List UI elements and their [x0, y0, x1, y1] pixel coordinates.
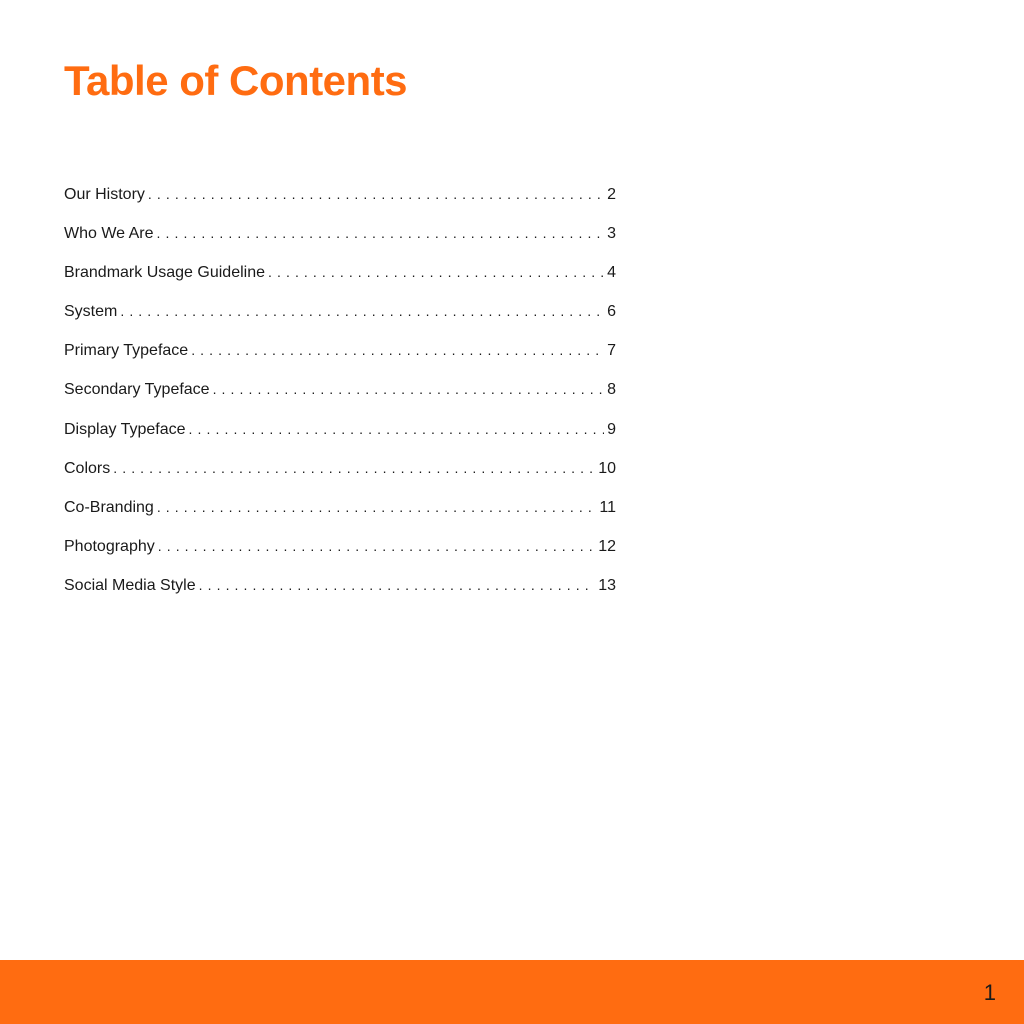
toc-entry-primary-typeface[interactable]: [64, 342, 616, 381]
toc-entry-who-we-are[interactable]: [64, 225, 616, 264]
dot-leader: [120, 303, 604, 319]
toc-entry-label: Who We Are: [64, 225, 154, 243]
toc-entry-page: 3: [607, 225, 616, 243]
toc-entry-label: Co-Branding: [64, 498, 154, 516]
toc-entry-brandmark-usage-guideline[interactable]: [64, 264, 616, 303]
dot-leader: [191, 342, 604, 358]
dot-leader: [157, 499, 597, 515]
dot-leader: [189, 421, 605, 437]
toc-entry-page: 11: [599, 498, 616, 516]
dot-leader: [213, 381, 605, 397]
toc-entry-colors[interactable]: [64, 460, 616, 499]
toc-entry-label: Photography: [64, 537, 155, 555]
dot-leader: [148, 186, 604, 202]
dot-leader: [157, 225, 605, 241]
page-title: Table of Contents: [64, 57, 408, 104]
page-number: 1: [983, 980, 996, 1005]
dot-leader: [158, 538, 595, 554]
toc-entry-label: Display Typeface: [64, 420, 186, 438]
toc-entry-page: 6: [607, 303, 616, 321]
toc-entry-co-branding[interactable]: [64, 499, 616, 538]
toc-entry-secondary-typeface[interactable]: [64, 381, 616, 420]
toc-entry-label: Brandmark Usage Guideline: [64, 264, 265, 282]
toc-entry-our-history[interactable]: [64, 186, 616, 225]
dot-leader: [113, 460, 595, 476]
toc-entry-page: 9: [607, 420, 616, 438]
toc-entry-display-typeface[interactable]: [64, 421, 616, 460]
toc-entry-label: Social Media Style: [64, 576, 196, 594]
toc-entry-photography[interactable]: [64, 538, 616, 577]
toc-entry-page: 12: [598, 537, 616, 555]
dot-leader: [268, 264, 604, 280]
footer-bar: [0, 960, 1024, 1024]
toc-entry-page: 8: [607, 381, 616, 399]
toc-entry-label: System: [64, 303, 118, 321]
toc-entry-page: 2: [607, 186, 616, 203]
dot-leader: [199, 577, 596, 593]
toc-entry-page: 4: [607, 264, 616, 282]
toc-entry-label: Colors: [64, 459, 111, 477]
toc-entry-label: Primary Typeface: [64, 342, 189, 360]
table-of-contents: [64, 186, 616, 616]
toc-entry-social-media-style[interactable]: [64, 577, 616, 616]
toc-entry-page: 10: [598, 459, 616, 477]
toc-entry-page: 13: [598, 576, 616, 594]
toc-entry-page: 7: [607, 342, 616, 360]
toc-entry-system[interactable]: [64, 303, 616, 342]
toc-entry-label: Our History: [64, 186, 145, 203]
toc-entry-label: Secondary Typeface: [64, 381, 210, 399]
